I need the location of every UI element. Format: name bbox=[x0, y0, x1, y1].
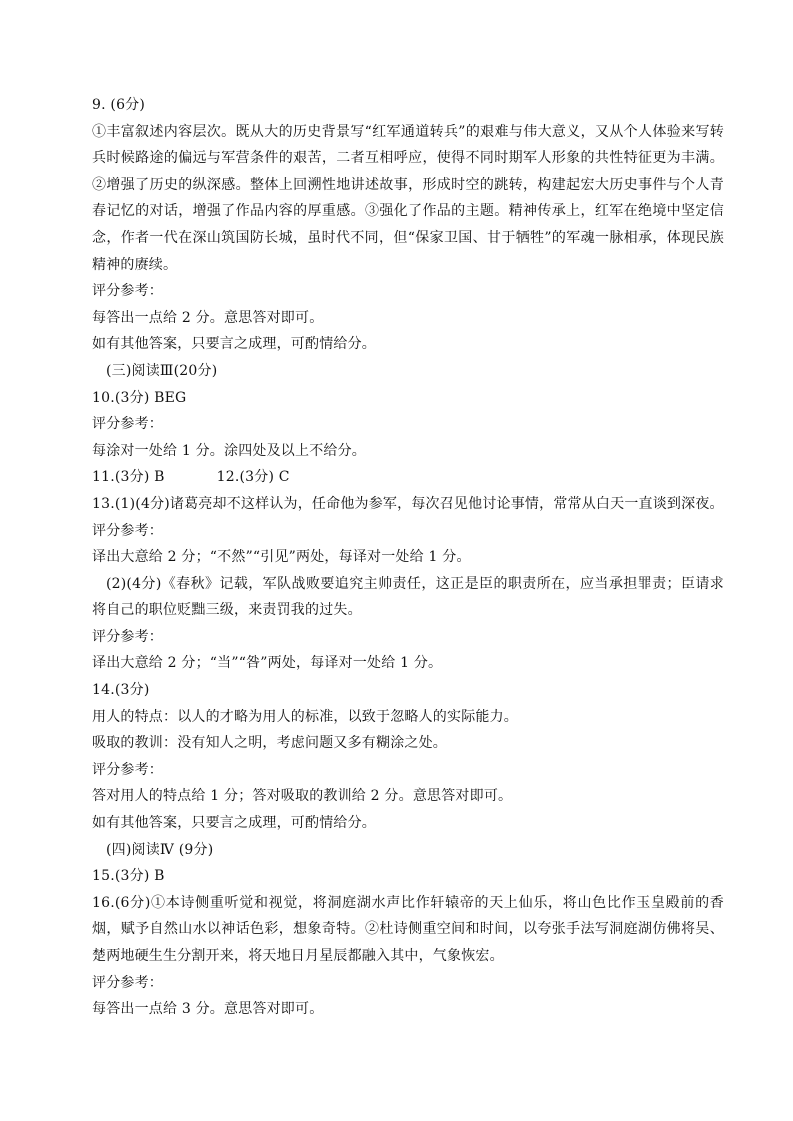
q13-1-score-ref-label: 评分参考： bbox=[92, 522, 163, 539]
q9-answer-text: ①丰富叙述内容层次。既从大的历史背景写“红军通道转兵”的艰难与伟大意义，又从个人体验来写转兵时候路途的偏远与军营条件的艰苦，二者互相呼应，使得不同时期军人形象的共性特征更为丰满。②增强了历史的纵深感。整体上回溯性地讲述故事，形成时空的跳转，构建起宏大历史事件与个人青春记忆的对话，增强了作品内容的厚重感。③强化了作品的主题。精神传承上，红军在绝境中坚定信念，作者一代在深山筑国防长城，虽时代不同，但“保家卫国、甘于牺牲”的军魂一脉相承，体现民族精神的赓续。 bbox=[92, 123, 724, 273]
q12-answer: 12.(3分) C bbox=[216, 469, 290, 486]
q16-answer bbox=[72, 890, 724, 970]
q13-2-answer bbox=[72, 571, 724, 624]
q14-score-ref-label: 评分参考： bbox=[92, 761, 163, 778]
q16-score-rule: 每答出一点给 3 分。意思答对即可。 bbox=[92, 1001, 324, 1018]
q13-2-answer-text: (2)(4分)《春秋》记载，军队战败要追究主帅责任，这正是臣的职责所在，应当承担罪责；臣请求将自己的职位贬黜三级，来责罚我的过失。 bbox=[92, 575, 724, 619]
answer-key-page bbox=[72, 92, 724, 1023]
q14-answer-b: 吸取的教训：没有知人之明，考虑问题又多有糊涂之处。 bbox=[92, 735, 447, 752]
q16-score-ref-label: 评分参考： bbox=[92, 974, 163, 991]
q13-1-score-rule: 译出大意给 2 分；“不然”“引见”两处，每译对一处给 1 分。 bbox=[92, 549, 471, 566]
q15-answer: 15.(3分) B bbox=[92, 868, 165, 885]
q9-other-answers: 如有其他答案，只要言之成理，可酌情给分。 bbox=[92, 336, 376, 353]
q10-score-ref-label: 评分参考： bbox=[92, 416, 163, 433]
q10-score-rule: 每涂对一处给 1 分。涂四处及以上不给分。 bbox=[92, 442, 367, 459]
q9-heading: 9. (6分) bbox=[92, 97, 146, 113]
q9-score-rule: 每答出一点给 2 分。意思答对即可。 bbox=[92, 309, 324, 326]
q9-score-ref-label: 评分参考： bbox=[92, 283, 163, 300]
q14-answer-a: 用人的特点：以人的才略为用人的标准，以致于忽略人的实际能力。 bbox=[92, 708, 518, 725]
q16-answer-text: 16.(6分)①本诗侧重听觉和视觉，将洞庭湖水声比作轩辕帝的天上仙乐，将山色比作玉皇殿前的香烟，赋予自然山水以神话色彩，想象奇特。②杜诗侧重空间和时间，以夸张手法写洞庭湖仿佛将吴、楚两地硬生生分割开来，将天地日月星辰都融入其中，气象恢宏。 bbox=[92, 894, 724, 964]
section-4-heading: (四)阅读Ⅳ (9分) bbox=[106, 841, 214, 858]
q14-heading: 14.(3分) bbox=[92, 682, 150, 699]
q11-q12-answers bbox=[72, 464, 724, 491]
q10-answer: 10.(3分) BEG bbox=[92, 389, 187, 406]
section-3-heading: (三)阅读Ⅲ(20分) bbox=[106, 362, 218, 379]
q14-score-rule: 答对用人的特点给 1 分；答对吸取的教训给 2 分。意思答对即可。 bbox=[92, 788, 513, 805]
q13-2-score-ref-label: 评分参考： bbox=[92, 628, 163, 645]
q14-other-answers: 如有其他答案，只要言之成理，可酌情给分。 bbox=[92, 815, 376, 832]
q11-answer: 11.(3分) B bbox=[92, 469, 165, 486]
q13-2-score-rule: 译出大意给 2 分；“当”“咎”两处，每译对一处给 1 分。 bbox=[92, 655, 443, 672]
q9-answer bbox=[72, 119, 724, 279]
q13-1-answer: 13.(1)(4分)诸葛亮却不这样认为，任命他为参军，每次召见他讨论事情，常常从白天一直谈到深夜。 bbox=[92, 495, 724, 512]
